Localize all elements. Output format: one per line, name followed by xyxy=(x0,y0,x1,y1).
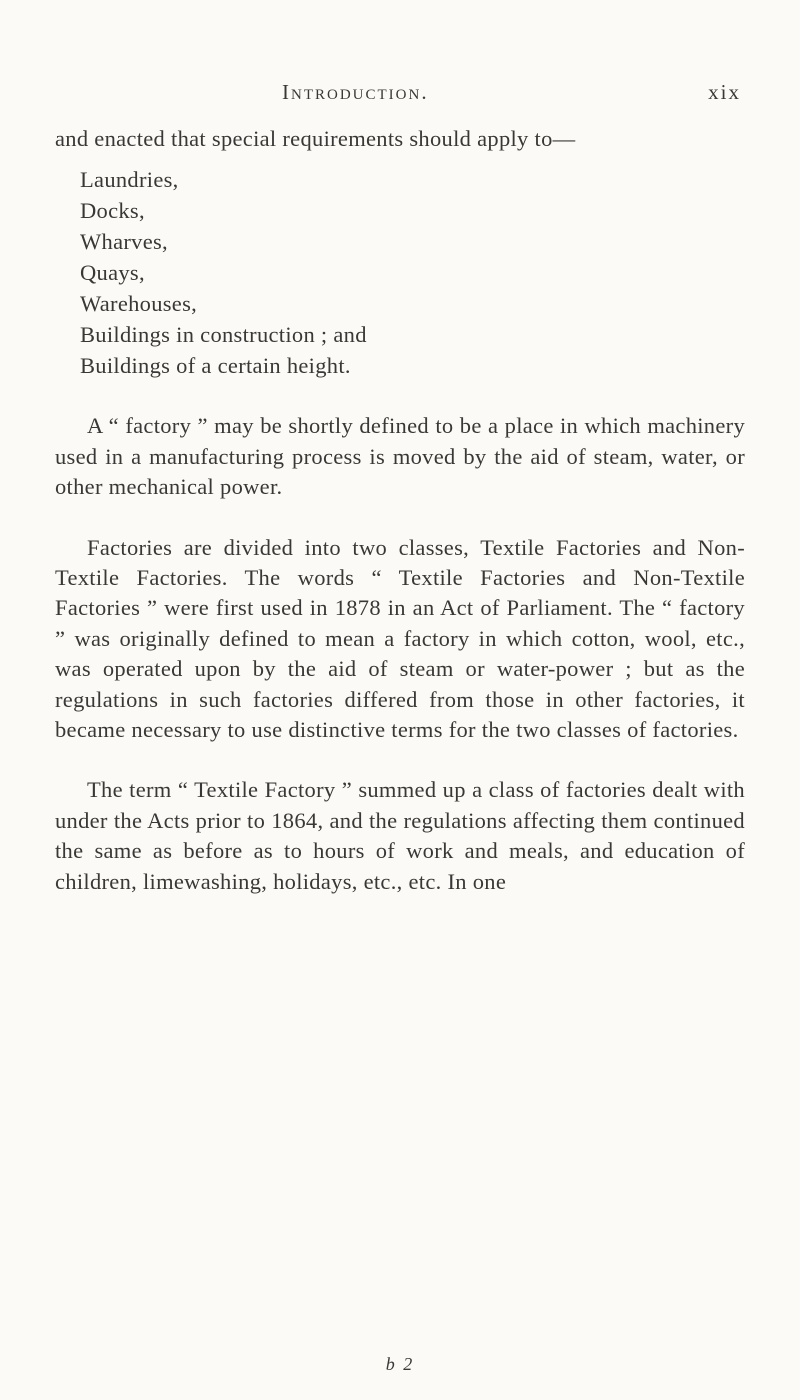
running-title: Introduction. xyxy=(282,80,429,104)
list-item: Docks, xyxy=(80,198,145,224)
list-item: Warehouses, xyxy=(80,291,198,317)
list-item: Buildings in construction ; and xyxy=(80,322,367,348)
list-item: Wharves, xyxy=(80,229,168,255)
page-number: xix xyxy=(708,80,741,104)
list-item: Quays, xyxy=(80,260,145,286)
signature-mark: b 2 xyxy=(385,1354,415,1374)
textile-factory-paragraph: The term “ Textile Factory ” summed up a class of factories dealt with under the Acts prior to 1864, and the regulations affecting them continued the same as before as to hours of work and meals, and education of children, limewashing, holidays, etc., etc. In one xyxy=(55,777,745,894)
factory-definition-paragraph: A “ factory ” may be shortly defined to be a place in which machinery used in a manufacturing process is moved by the aid of steam, water, or other mechanical power. xyxy=(55,413,745,500)
list-item: Buildings of a certain height. xyxy=(80,353,351,379)
list-item: Laundries, xyxy=(80,167,179,193)
page-body xyxy=(55,124,745,927)
book-page xyxy=(55,0,745,1400)
factory-classes-paragraph: Factories are divided into two classes, Textile Factories and Non-Textile Factories. The words “ Textile Factories and Non-Textile Factories ” were first used in 1878 in an Act of Parliament. The “ factory ” was originally defined to mean a factory in which cotton, wool, etc., was operated upon by the aid of steam or water-power ; but as the regulations in such factories differed from those in other factories, it became necessary to use distinctive terms for the two classes of factories. xyxy=(55,534,745,743)
running-head xyxy=(55,80,745,110)
premises-list xyxy=(80,164,745,381)
intro-paragraph: and enacted that special requirements should apply to— xyxy=(55,126,576,151)
